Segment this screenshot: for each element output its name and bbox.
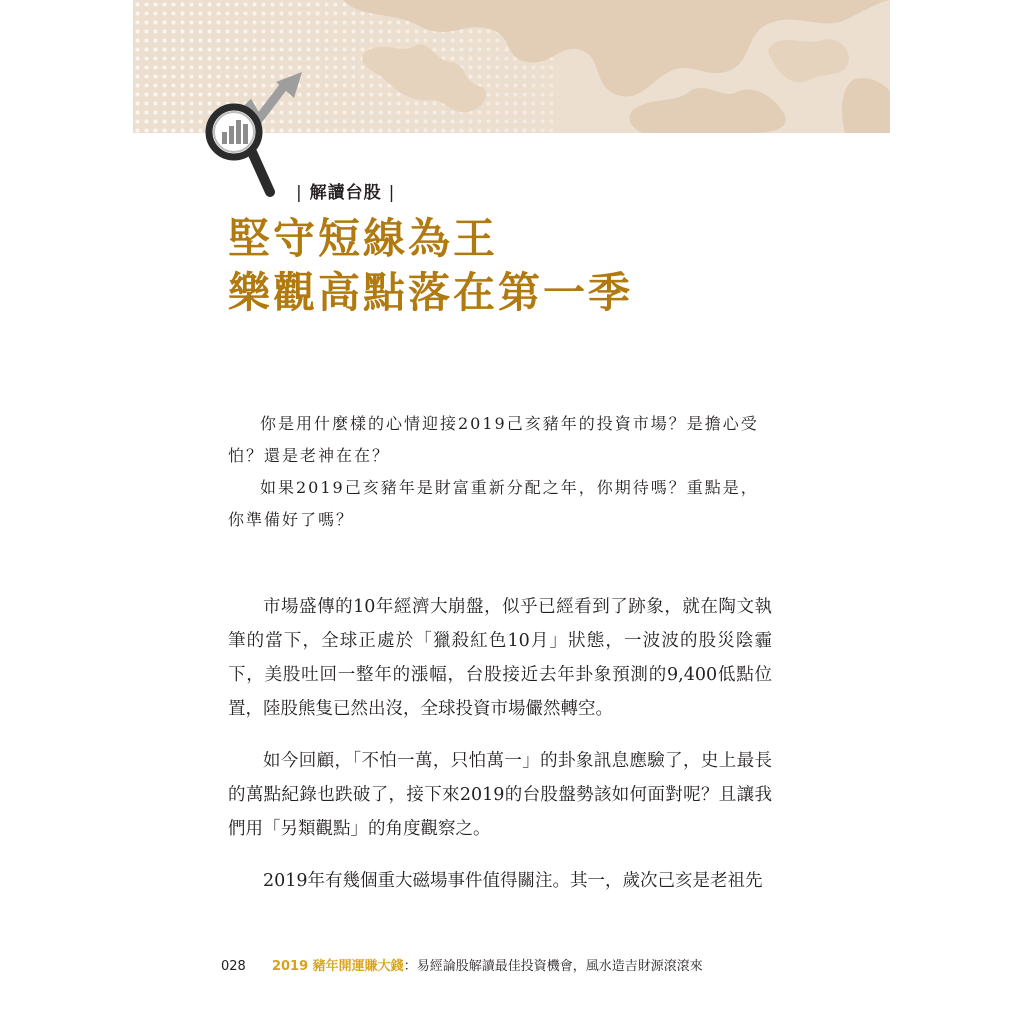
body-paragraph: 2019年有幾個重大磁場事件值得關注。其一，歲次己亥是老祖先 — [263, 871, 763, 891]
intro-section — [228, 408, 772, 536]
footer-book-title: 2019 豬年開運賺大錢 — [271, 959, 404, 974]
footer-subtitle: ：易經論股解讀最佳投資機會，風水造吉財源滾滾來 — [403, 959, 703, 974]
section-label — [296, 178, 395, 203]
magnifier-chart-icon — [198, 66, 310, 206]
body-paragraph: 市場盛傳的10年經濟大崩盤，似乎已經看到了跡象，就在陶文執筆的當下，全球正處於「獵殺紅色10月」狀態，一波波的股災陰霾下，美股吐回一整年的漲幅，台股接近去年卦象預測的9,400低點位置，陸股熊隻已然出沒，全球投資市場儼然轉空。 — [228, 597, 772, 719]
section-label-text: 解讀台股 — [309, 183, 382, 203]
page-footer — [221, 955, 703, 974]
body-paragraph: 如今回顧，「不怕一萬，只怕萬一」的卦象訊息應驗了，史上最長的萬點紀錄也跌破了，接下來2019的台股盤勢該如何面對呢？且讓我們用「另類觀點」的角度觀察之。 — [228, 751, 772, 839]
article-title-line-2: 樂觀高點落在第一季 — [228, 268, 634, 317]
intro-paragraph: 你是用什麼樣的心情迎接2019己亥豬年的投資市場？是擔心受怕？還是老神在在？ — [228, 414, 759, 465]
section-label-open-bar: | — [296, 183, 303, 203]
article-title-line-1: 堅守短線為王 — [228, 214, 499, 263]
page-number: 028 — [221, 959, 246, 974]
intro-paragraph: 如果2019己亥豬年是財富重新分配之年，你期待嗎？重點是，你準備好了嗎？ — [228, 478, 759, 529]
body-section — [228, 590, 772, 916]
section-label-close-bar: | — [388, 183, 396, 203]
article-title — [228, 212, 788, 320]
